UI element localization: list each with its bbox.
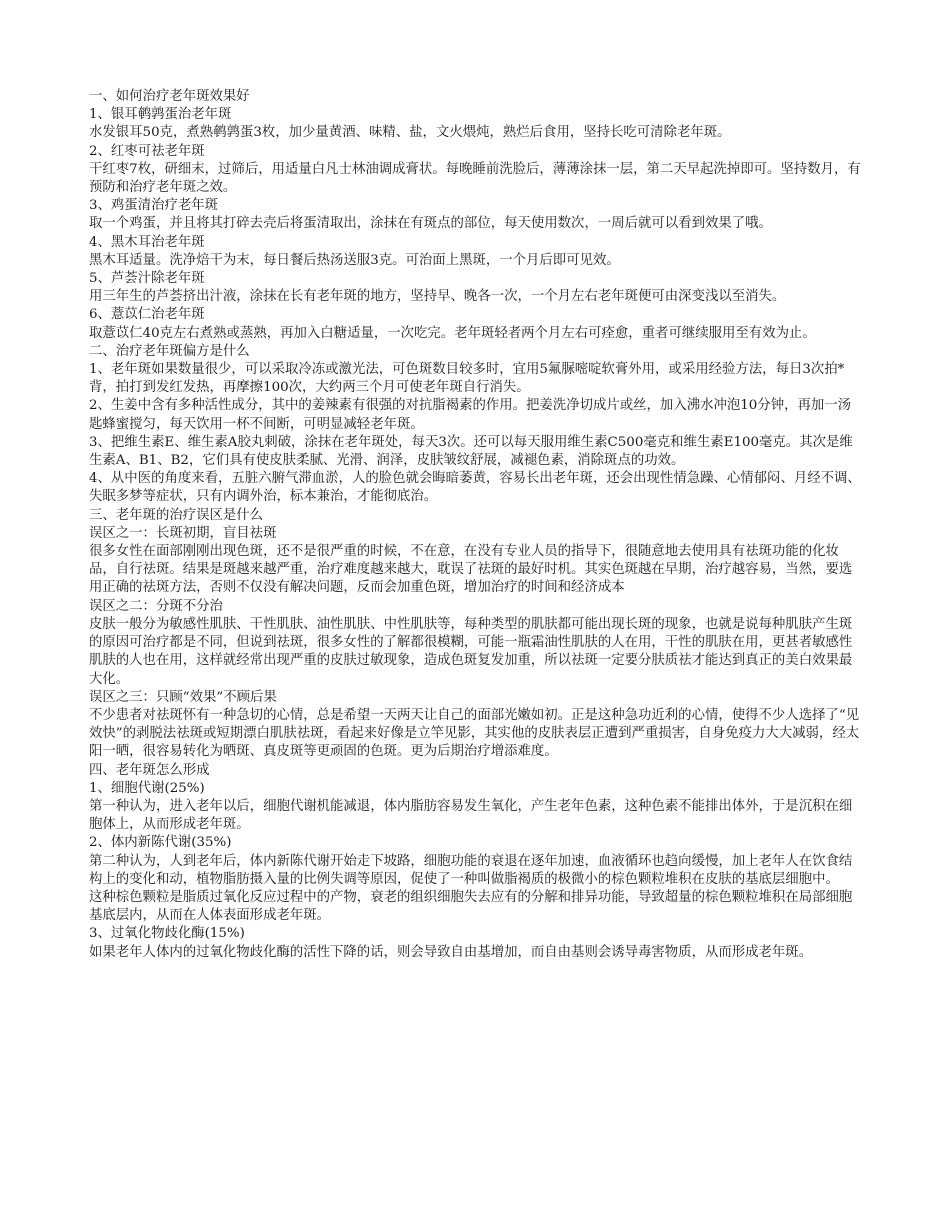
section-heading-3: 三、老年斑的治疗误区是什么 — [89, 507, 264, 523]
paragraph-3-2: 皮肤一般分为敏感性肌肤、干性肌肤、油性肌肤、中性肌肤等，每种类型的肌肤都可能出现长斑的现象，也就是说每种肌肤产生斑的原因可治疗都是不同，但说到祛斑，很多女性的了解都很模糊，可能一瓶霜油性肌肤的人在用，干性的肌肤在用，更甚者敏感性肌肤的人也在用，这样就经常出现严重的皮肤过敏现象，造成色斑复发加重，所以祛斑一定要分肤质祛才能达到真正的美白效果最大化。 — [89, 616, 853, 687]
subheading-4-3: 3、过氧化物歧化酶(15%) — [89, 926, 245, 942]
paragraph-4-1: 第一种认为，进入老年以后，细胞代谢机能减退，体内脂肪容易发生氧化，产生老年色素，这种色素不能排出体外，于是沉积在细胞体上，从而形成老年斑。 — [89, 798, 853, 833]
paragraph-1-3: 取一个鸡蛋，并且将其打碎去壳后将蛋清取出，涂抹在有斑点的部位，每天使用数次，一周后就可以看到效果了哦。 — [89, 216, 772, 232]
paragraph-2-3: 3、把维生素E、维生素A胶丸刺破，涂抹在老年斑处，每天3次。还可以每天服用维生素C500毫克和维生素E100毫克。其次是维生素A、B1、B2，它们具有使皮肤柔腻、光滑、润泽，皮肤皱纹舒展，减褪色素，消除斑点的功效。 — [89, 434, 853, 469]
subheading-3-2: 误区之二：分斑不分治 — [89, 598, 223, 614]
document-body — [89, 88, 861, 962]
paragraph-2-1: 1、老年斑如果数量很少，可以采取冷冻或激光法，可色斑数目较多时，宜用5氟脲嘧啶软膏外用，或采用经验方法，每日3次拍*背，拍打到发红发热，再摩擦100次，大约两三个月可使老年斑自行消失。 — [89, 362, 845, 396]
paragraph-1-2: 干红枣7枚，研细末，过筛后，用适量白凡士林油调成膏状。每晚睡前洗脸后，薄薄涂抹一层，第二天早起洗掉即可。坚持数月，有预防和治疗老年斑之效。 — [89, 161, 861, 196]
paragraph-1-1: 水发银耳50克，煮熟鹌鹑蛋3枚，加少量黄酒、味精、盐，文火煨炖，熟烂后食用，坚持长吃可清除老年斑。 — [89, 125, 731, 141]
subheading-1-3: 3、鸡蛋清治疗老年斑 — [89, 198, 219, 214]
section-heading-2: 二、治疗老年斑偏方是什么 — [89, 343, 250, 359]
paragraph-2-4: 4、从中医的角度来看，五脏六腑气滞血淤，人的脸色就会晦暗萎黄，容易长出老年斑，还会出现性情急躁、心情郁闷、月经不调、失眠多梦等症状，只有内调外治，标本兼治，才能彻底治。 — [89, 471, 861, 505]
subheading-1-4: 4、黑木耳治老年斑 — [89, 234, 205, 250]
paragraph-3-1: 很多女性在面部刚刚出现色斑，还不是很严重的时候，不在意，在没有专业人员的指导下，很随意地去使用具有祛斑功能的化妆品，自行祛斑。结果是斑越来越严重，治疗难度越来越大，耽误了祛斑的最好时机。其实色斑越在早期，治疗越容易，当然，要选用正确的祛斑方法，否则不仅没有解决问题，反而会加重色斑，增加治疗的时间和经济成本 — [89, 544, 853, 596]
paragraph-4-3: 如果老年人体内的过氧化物歧化酶的活性下降的话，则会导致自由基增加，而自由基则会诱导毒害物质，从而形成老年斑。 — [89, 944, 813, 960]
subheading-1-5: 5、芦荟汁除老年斑 — [89, 271, 205, 287]
subheading-3-3: 误区之三：只顾“效果”不顾后果 — [89, 689, 277, 705]
subheading-4-2: 2、体内新陈代谢(35%) — [89, 835, 232, 851]
paragraph-3-3: 不少患者对祛斑怀有一种急切的心情，总是希望一天两天让自己的面部光嫩如初。正是这种急功近利的心情，使得不少人选择了“见效快”的剥脱法祛斑或短期漂白肌肤祛斑，看起来好像是立竿见影，其实他的皮肤表层正遭到严重损害，自身免疫力大大减弱，经太阳一晒，很容易转化为晒斑、真皮斑等更顽固的色斑。更为后期治疗增添难度。 — [89, 707, 860, 760]
paragraph-1-5: 用三年生的芦荟挤出汁液，涂抹在长有老年斑的地方，坚持早、晚各一次，一个月左右老年斑便可由深变浅以至消失。 — [89, 289, 786, 305]
subheading-3-1: 误区之一：长斑初期，盲目祛斑 — [89, 525, 277, 541]
paragraph-2-2: 2、生姜中含有多种活性成分，其中的姜辣素有很强的对抗脂褐素的作用。把姜洗净切成片或丝，加入沸水冲泡10分钟，再加一汤匙蜂蜜搅匀，每天饮用一杯不间断，可明显减轻老年斑。 — [89, 398, 852, 432]
subheading-4-1: 1、细胞代谢(25%) — [89, 780, 205, 796]
paragraph-4-2b: 这种棕色颗粒是脂质过氧化反应过程中的产物，衰老的组织细胞失去应有的分解和排异功能，导致超量的棕色颗粒堆积在局部细胞基底层内，从而在人体表面形成老年斑。 — [89, 889, 853, 924]
subheading-1-1: 1、银耳鹌鹑蛋治老年斑 — [89, 107, 232, 123]
subheading-1-6: 6、薏苡仁治老年斑 — [89, 307, 205, 323]
paragraph-1-6: 取薏苡仁40克左右煮熟或蒸熟，再加入白糖适量，一次吃完。老年斑轻者两个月左右可痊愈，重者可继续服用至有效为止。 — [89, 325, 816, 341]
section-heading-4: 四、老年斑怎么形成 — [89, 762, 210, 778]
section-heading-1: 一、如何治疗老年斑效果好 — [89, 89, 250, 104]
paragraph-1-4: 黑木耳适量。洗净焙干为末，每日餐后热汤送服3克。可治面上黑斑，一个月后即可见效。 — [89, 252, 620, 268]
subheading-1-2: 2、红枣可祛老年斑 — [89, 143, 205, 159]
paragraph-4-2a: 第二种认为，人到老年后，体内新陈代谢开始走下坡路，细胞功能的衰退在逐年加速，血液循环也趋向缓慢，加上老年人在饮食结构上的变化和动，植物脂肪摄入量的比例失调等原因，促使了一种叫做脂褐质的极微小的棕色颗粒堆积在皮肤的基底层细胞中。 — [89, 853, 853, 887]
